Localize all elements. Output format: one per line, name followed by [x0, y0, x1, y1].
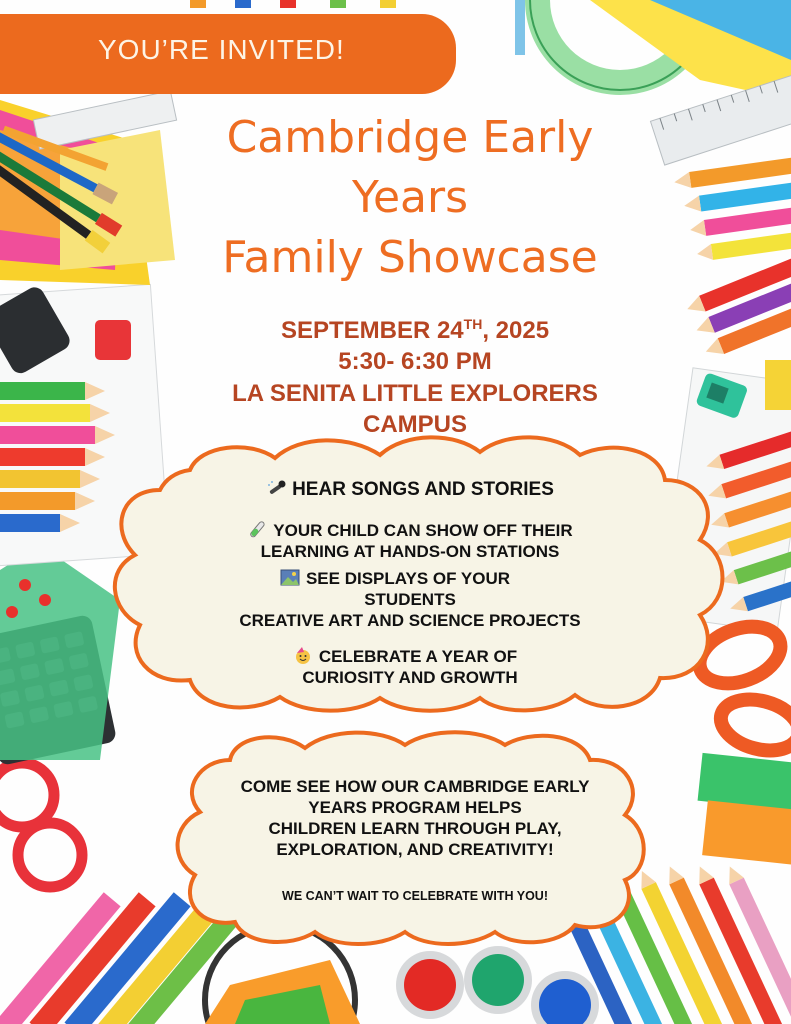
banner-text: YOU’RE INVITED! [98, 34, 345, 65]
test-tube-icon [247, 521, 267, 538]
picture-icon [280, 569, 300, 586]
title-line-1: Cambridge Early [226, 112, 594, 163]
green-sheet-icon [0, 545, 120, 760]
microphone-icon [266, 480, 286, 497]
highlight-celebrate-line-1: CELEBRATE A YEAR OF [160, 646, 650, 667]
pen-icon [515, 0, 525, 55]
ruler-icon [650, 75, 791, 165]
highlight-celebrate-line-2: CURIOSITY AND GROWTH [302, 668, 518, 687]
highlight-stations-line-2: LEARNING AT HANDS-ON STATIONS [260, 542, 560, 561]
highlight-stations-line-1: YOUR CHILD CAN SHOW OFF THEIR [170, 520, 650, 541]
paint-pots-icon [396, 946, 599, 1024]
highlight-item-celebrate [170, 646, 650, 688]
highlight-item-stations [170, 520, 650, 562]
highlight-displays-line-2: STUDENTS [364, 590, 456, 609]
highlight-songs-text: HEAR SONGS AND STORIES [292, 479, 554, 500]
closing-tagline: WE CAN’T WAIT TO CELEBRATE WITH YOU! [282, 889, 548, 903]
event-time: 5:30- 6:30 PM [338, 348, 492, 375]
red-sharpener-icon [95, 320, 131, 360]
highlighters-icon [698, 753, 791, 865]
closing-line-2: YEARS PROGRAM HELPS [308, 798, 522, 817]
right-pencils-icon [673, 157, 791, 360]
event-date-suffix: TH [463, 316, 483, 332]
event-date-year: , 2025 [482, 317, 550, 344]
sharpener-yellow-icon [765, 360, 791, 410]
event-location: LA SENITA LITTLE EXPLORERS [232, 380, 598, 407]
closing-message [200, 776, 630, 860]
title-line-2: Years [351, 172, 469, 223]
event-location-campus: CAMPUS [362, 411, 467, 438]
top-pencils-icon [190, 0, 396, 8]
left-scissors-icon [0, 763, 82, 887]
closing-line-1: COME SEE HOW OUR CAMBRIDGE EARLY [240, 777, 590, 796]
event-date-day: SEPTEMBER 24 [280, 317, 464, 344]
highlight-item-songs [170, 478, 650, 502]
highlight-item-displays [170, 568, 650, 631]
closing-line-4: EXPLORATION, AND CREATIVITY! [276, 840, 554, 859]
party-face-icon [293, 647, 313, 664]
title-line-3: Family Showcase [222, 232, 598, 283]
closing-line-3: CHILDREN LEARN THROUGH PLAY, [268, 819, 562, 838]
highlight-displays-line-1: SEE DISPLAYS OF YOUR [140, 568, 650, 589]
event-date [180, 316, 650, 346]
highlight-displays-line-3: CREATIVE ART AND SCIENCE PROJECTS [239, 611, 581, 630]
